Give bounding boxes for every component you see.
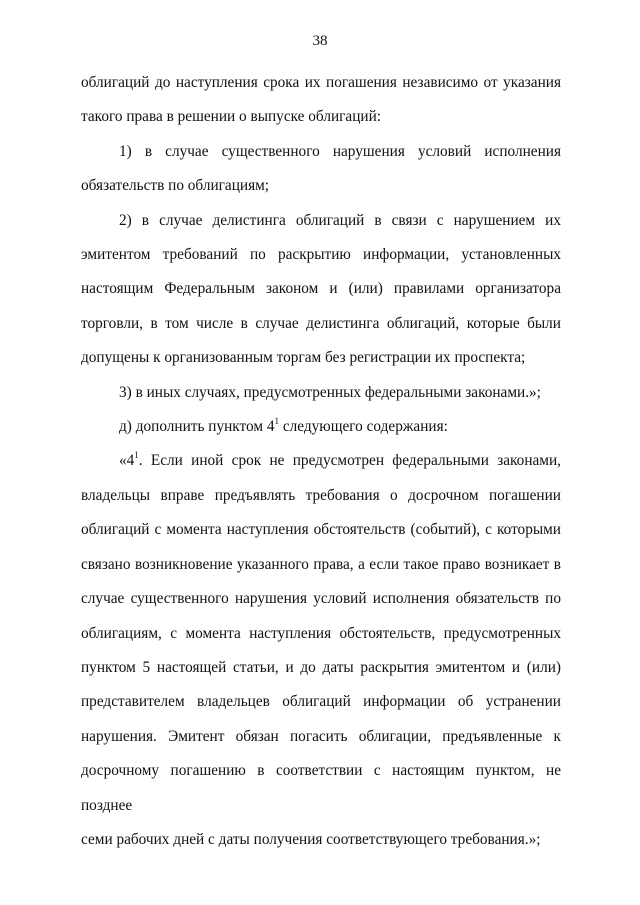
superscript: 1 <box>134 450 139 461</box>
text-line: 1) в случае существенного нарушения условий исполнения <box>119 142 561 160</box>
text-line: владельцы вправе предъявлять требования о досрочном погашении <box>81 486 561 504</box>
body-text <box>81 66 561 857</box>
text-fragment: . Если иной срок не предусмотрен федеральными законами, <box>138 452 561 470</box>
paragraph-3 <box>81 204 561 376</box>
text-line <box>81 444 561 478</box>
text-fragment: д) дополнить пунктом 4 <box>119 418 275 436</box>
text-line <box>81 410 561 444</box>
text-line: торговли, в том числе в случае делистинга облигаций, которые были <box>81 314 561 332</box>
text-line: облигаций до наступления срока их погашения независимо от указания <box>81 74 561 91</box>
paragraph-6 <box>81 444 561 857</box>
text-line: досрочному погашению в соответствии с настоящим пунктом, не позднее <box>81 762 561 814</box>
text-line: связано возникновение указанного права, а если такое право возникает в <box>81 555 561 573</box>
text-line: нарушения. Эмитент обязан погасить облигации, предъявленные к <box>81 727 561 745</box>
text-line: случае существенного нарушения условий исполнения обязательств по <box>81 590 561 608</box>
text-line: такого права в решении о выпуске облигаций: <box>81 108 382 126</box>
paragraph-5 <box>81 410 561 444</box>
text-line: 2) в случае делистинга облигаций в связи с нарушением их <box>119 211 561 229</box>
text-line: допущены к организованным торгам без регистрации их проспекта; <box>81 349 526 367</box>
text-line: представителем владельцев облигаций информации об устранении <box>81 693 561 711</box>
text-line: облигациям, с момента наступления обстоятельств, предусмотренных <box>81 624 561 642</box>
text-line: семи рабочих дней с даты получения соответствующего требования.»; <box>81 830 541 848</box>
text-fragment: «4 <box>119 452 135 470</box>
text-line: эмитентом требований по раскрытию информации, установленных <box>81 246 561 264</box>
text-fragment: следующего содержания: <box>279 418 448 436</box>
text-line: настоящим Федеральным законом и (или) правилами организатора <box>81 280 561 298</box>
page-number: 38 <box>312 33 328 49</box>
paragraph-1 <box>81 66 561 135</box>
paragraph-4 <box>81 376 561 410</box>
text-line: обязательств по облигациям; <box>81 177 270 195</box>
superscript: 1 <box>274 416 280 427</box>
text-line: 3) в иных случаях, предусмотренных федеральными законами.»; <box>119 383 541 401</box>
text-line: облигаций с момента наступления обстоятельств (событий), с которыми <box>81 521 561 539</box>
text-line: пунктом 5 настоящей статьи, и до даты раскрытия эмитентом и (или) <box>81 658 561 676</box>
paragraph-2 <box>81 135 561 204</box>
